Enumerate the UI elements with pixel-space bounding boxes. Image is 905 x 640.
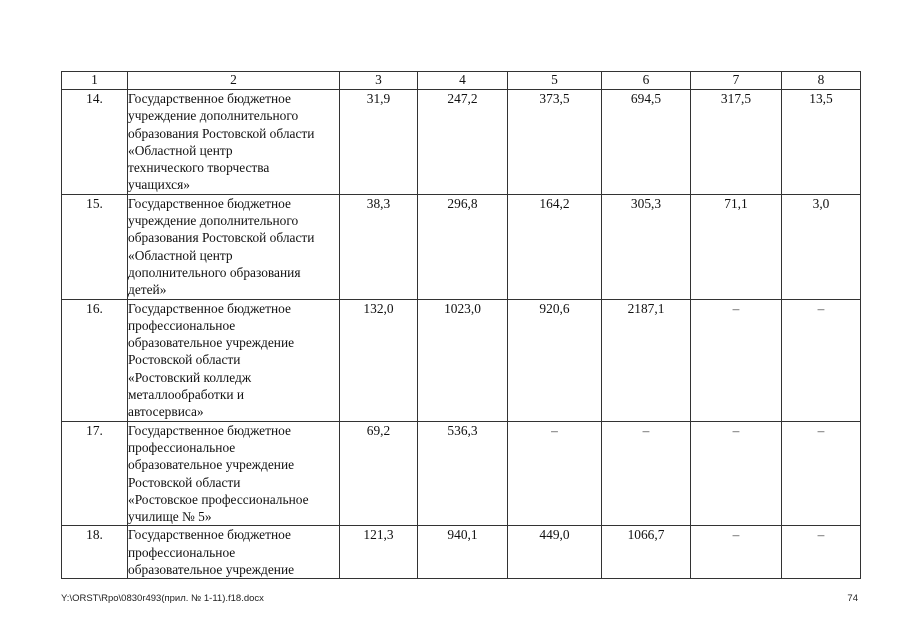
institution-name-line: образовательное учреждение bbox=[128, 335, 295, 351]
value-cell: – bbox=[602, 421, 691, 526]
value-cell: 13,5 bbox=[782, 90, 861, 195]
value-cell: 2187,1 bbox=[602, 299, 691, 421]
file-path: Y:\ORST\Rpo\0830r493(прил. № 1-11).f18.docx bbox=[61, 593, 264, 604]
column-header: 7 bbox=[691, 72, 782, 90]
table-row bbox=[62, 194, 861, 299]
column-header: 4 bbox=[418, 72, 508, 90]
value-cell: 305,3 bbox=[602, 194, 691, 299]
institution-name-line: «Ростовское профессиональное bbox=[128, 491, 309, 507]
value-cell: – bbox=[691, 526, 782, 579]
value-cell: – bbox=[782, 299, 861, 421]
table-row bbox=[62, 90, 861, 195]
institution-name bbox=[128, 194, 340, 299]
institution-name bbox=[128, 421, 340, 526]
value-cell: 164,2 bbox=[508, 194, 602, 299]
value-cell: 694,5 bbox=[602, 90, 691, 195]
value-cell: 317,5 bbox=[691, 90, 782, 195]
column-header: 8 bbox=[782, 72, 861, 90]
institution-name-line: училище № 5» bbox=[128, 509, 212, 525]
value-cell: 373,5 bbox=[508, 90, 602, 195]
value-cell: 296,8 bbox=[418, 194, 508, 299]
value-cell: 449,0 bbox=[508, 526, 602, 579]
table-row bbox=[62, 526, 861, 579]
institution-name-line: учащихся» bbox=[128, 177, 190, 193]
institution-name-line: образовательное учреждение bbox=[128, 562, 295, 578]
institution-name-line: «Областной центр bbox=[128, 142, 233, 158]
institution-name-line: профессиональное bbox=[128, 544, 236, 560]
value-cell: 69,2 bbox=[340, 421, 418, 526]
institution-name-line: образовательное учреждение bbox=[128, 457, 295, 473]
institution-name-line: Государственное бюджетное bbox=[128, 195, 291, 211]
row-number: 14. bbox=[62, 90, 128, 195]
budget-table bbox=[61, 71, 861, 579]
value-cell: 1066,7 bbox=[602, 526, 691, 579]
page-number: 74 bbox=[847, 593, 858, 604]
institution-name-line: Ростовской области bbox=[128, 352, 241, 368]
value-cell: – bbox=[691, 299, 782, 421]
value-cell: – bbox=[782, 526, 861, 579]
row-number: 16. bbox=[62, 299, 128, 421]
column-header: 6 bbox=[602, 72, 691, 90]
institution-name bbox=[128, 90, 340, 195]
institution-name-line: детей» bbox=[128, 282, 167, 298]
institution-name-line: образования Ростовской области bbox=[128, 125, 315, 141]
value-cell: 71,1 bbox=[691, 194, 782, 299]
row-number: 17. bbox=[62, 421, 128, 526]
institution-name-line: «Ростовский колледж bbox=[128, 369, 252, 385]
institution-name-line: Государственное бюджетное bbox=[128, 300, 291, 316]
value-cell: – bbox=[508, 421, 602, 526]
column-header: 2 bbox=[128, 72, 340, 90]
institution-name-line: Государственное бюджетное bbox=[128, 91, 291, 106]
institution-name-line: металлообработки и bbox=[128, 387, 245, 403]
value-cell: – bbox=[691, 421, 782, 526]
column-header: 1 bbox=[62, 72, 128, 90]
institution-name bbox=[128, 299, 340, 421]
value-cell: 31,9 bbox=[340, 90, 418, 195]
institution-name-line: Государственное бюджетное bbox=[128, 422, 291, 438]
row-number: 18. bbox=[62, 526, 128, 579]
value-cell: 3,0 bbox=[782, 194, 861, 299]
institution-name-line: технического творчества bbox=[128, 160, 270, 176]
table-row bbox=[62, 299, 861, 421]
table-header-row bbox=[62, 72, 861, 90]
column-header: 3 bbox=[340, 72, 418, 90]
column-header: 5 bbox=[508, 72, 602, 90]
institution-name-line: образования Ростовской области bbox=[128, 230, 315, 246]
value-cell: 1023,0 bbox=[418, 299, 508, 421]
value-cell: 940,1 bbox=[418, 526, 508, 579]
institution-name-line: учреждение дополнительного bbox=[128, 213, 299, 229]
value-cell: – bbox=[782, 421, 861, 526]
institution-name-line: учреждение дополнительного bbox=[128, 108, 299, 124]
institution-name-line: профессиональное bbox=[128, 439, 236, 455]
value-cell: 920,6 bbox=[508, 299, 602, 421]
table-row bbox=[62, 421, 861, 526]
row-number: 15. bbox=[62, 194, 128, 299]
institution-name-line: «Областной центр bbox=[128, 247, 233, 263]
value-cell: 38,3 bbox=[340, 194, 418, 299]
institution-name-line: профессиональное bbox=[128, 317, 236, 333]
institution-name-line: автосервиса» bbox=[128, 404, 204, 420]
value-cell: 121,3 bbox=[340, 526, 418, 579]
institution-name bbox=[128, 526, 340, 579]
value-cell: 247,2 bbox=[418, 90, 508, 195]
institution-name-line: дополнительного образования bbox=[128, 264, 301, 280]
institution-name-line: Государственное бюджетное bbox=[128, 527, 291, 543]
value-cell: 536,3 bbox=[418, 421, 508, 526]
institution-name-line: Ростовской области bbox=[128, 474, 241, 490]
value-cell: 132,0 bbox=[340, 299, 418, 421]
